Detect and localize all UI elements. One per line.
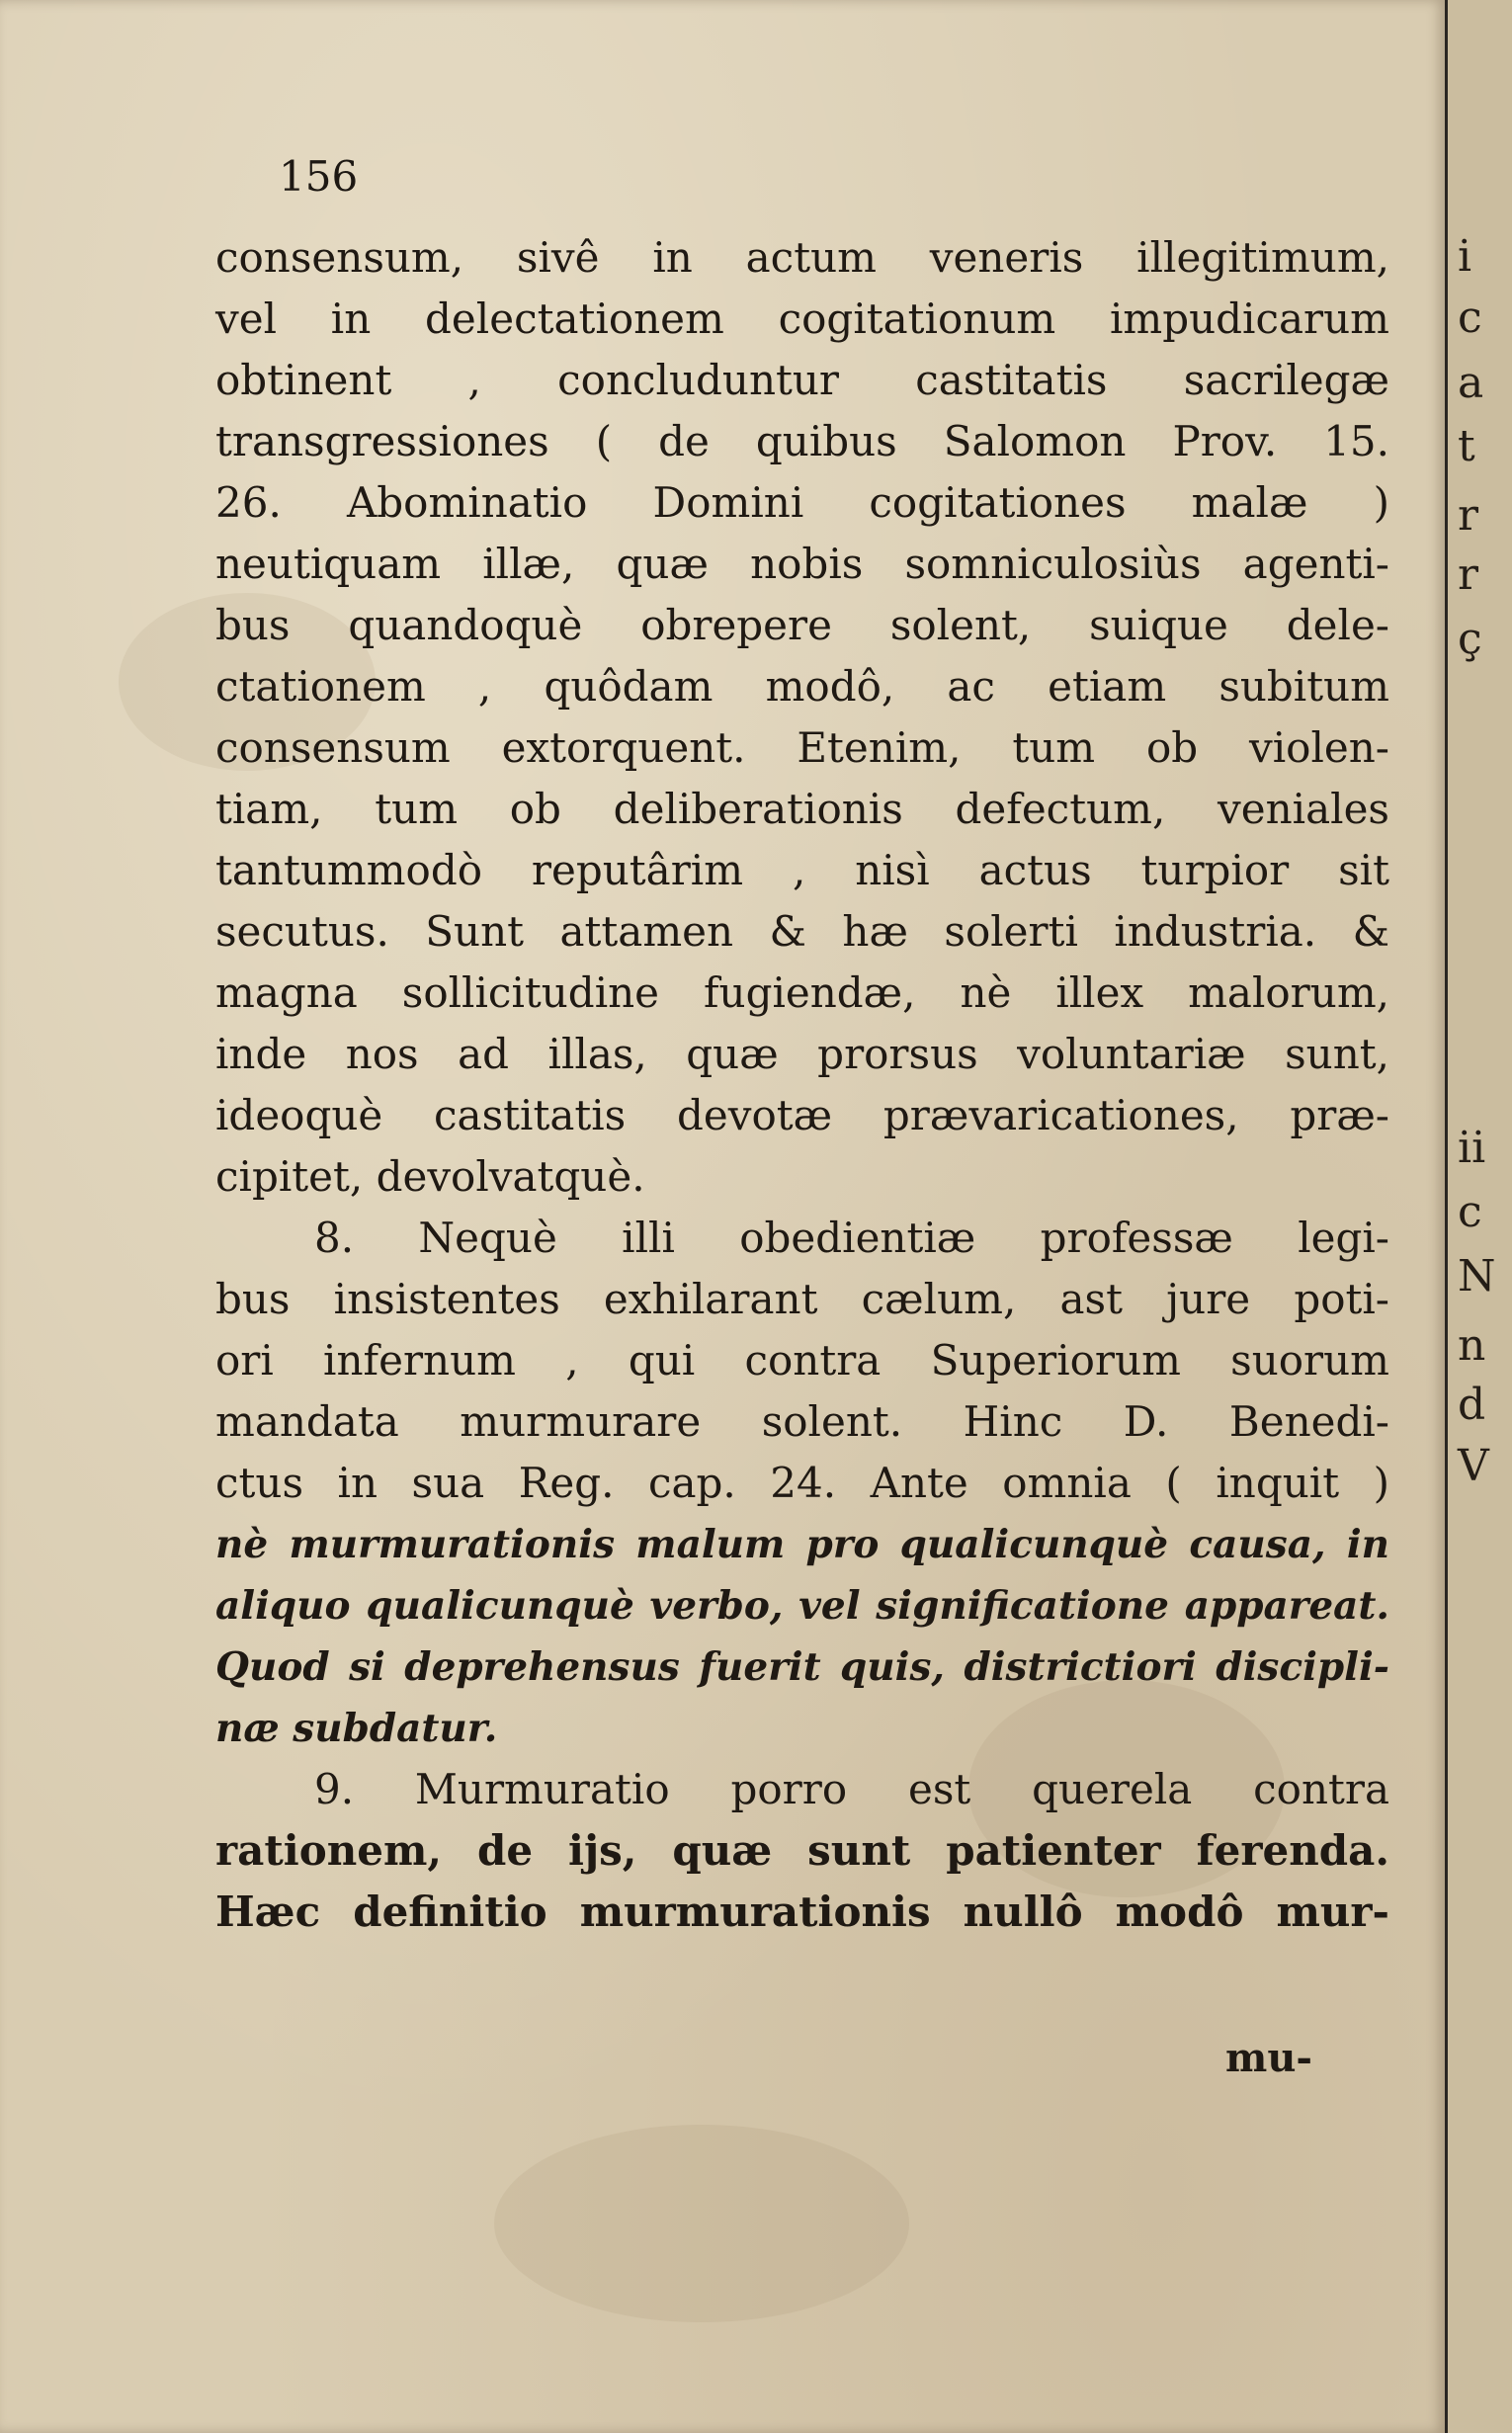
text-line: rationem, de ijs, quæ sunt patienter ferenda. <box>215 1826 1389 1875</box>
text-line: ideoquè castitatis devotæ prævaricationes, præ- <box>215 1091 1389 1139</box>
next-page-fragment: r <box>1458 490 1479 541</box>
text-line: Quod si deprehensus fuerit quis, districtiori discipli- <box>215 1644 1389 1690</box>
text-line: consensum extorquent. Etenim, tum ob violen- <box>215 723 1389 772</box>
next-page-fragment: d <box>1458 1380 1486 1430</box>
next-page-fragment: N <box>1458 1251 1496 1301</box>
next-page-edge <box>1445 0 1512 2433</box>
next-page-fragment: r <box>1458 549 1479 600</box>
text-line: transgressiones ( de quibus Salomon Prov. 15. <box>215 417 1389 465</box>
text-line: tantummodò reputârim , nisì actus turpior sit <box>215 846 1389 894</box>
text-line: nè murmurationis malum pro qualicunquè causa, in <box>215 1522 1389 1567</box>
text-line: næ subdatur. <box>215 1706 498 1751</box>
text-line: bus insistentes exhilarant cælum, ast jure poti- <box>215 1275 1389 1323</box>
text-line: secutus. Sunt attamen & hæ solerti industria. & <box>215 907 1389 956</box>
text-line: obtinent , concluduntur castitatis sacrilegæ <box>215 356 1389 404</box>
paper-stain <box>494 2125 909 2322</box>
text-line: neutiquam illæ, quæ nobis somniculosiùs agenti- <box>215 540 1389 588</box>
next-page-fragment: c <box>1458 1187 1482 1237</box>
text-line: bus quandoquè obrepere solent, suique dele- <box>215 601 1389 649</box>
next-page-fragment: V <box>1458 1441 1489 1491</box>
text-line: Hæc definitio murmurationis nullô modô mur- <box>215 1888 1389 1936</box>
text-line: ctationem , quôdam modô, ac etiam subitum <box>215 662 1389 711</box>
text-line: 9. Murmuratio porro est querela contra <box>314 1765 1389 1813</box>
catchword: mu- <box>1225 2035 1313 2081</box>
text-line: ctus in sua Reg. cap. 24. Ante omnia ( inquit ) <box>215 1459 1389 1507</box>
text-line: inde nos ad illas, quæ prorsus voluntariæ sunt, <box>215 1030 1389 1078</box>
next-page-fragment: ç <box>1458 614 1482 664</box>
page-number: 156 <box>279 152 359 201</box>
next-page-fragment: c <box>1458 293 1482 343</box>
text-line: ori infernum , qui contra Superiorum suorum <box>215 1336 1389 1384</box>
next-page-fragment: ii <box>1458 1123 1486 1173</box>
text-line: magna sollicitudine fugiendæ, nè illex malorum, <box>215 968 1389 1017</box>
text-line: mandata murmurare solent. Hinc D. Benedi- <box>215 1397 1389 1446</box>
text-line: 8. Nequè illi obedientiæ professæ legi- <box>314 1214 1389 1262</box>
text-line: tiam, tum ob deliberationis defectum, veniales <box>215 785 1389 833</box>
next-page-fragment: t <box>1458 421 1475 471</box>
text-line: cipitet, devolvatquè. <box>215 1152 645 1201</box>
text-line: aliquo qualicunquè verbo, vel significatione appareat. <box>215 1583 1389 1629</box>
next-page-fragment: i <box>1458 231 1472 282</box>
text-line: vel in delectationem cogitationum impudicarum <box>215 294 1389 343</box>
body-text <box>215 227 1389 1943</box>
next-page-fragment: a <box>1458 358 1484 408</box>
text-line: 26. Abominatio Domini cogitationes malæ ) <box>215 478 1389 527</box>
text-line: consensum, sivê in actum veneris illegitimum, <box>215 233 1389 282</box>
next-page-fragment: n <box>1458 1320 1486 1371</box>
